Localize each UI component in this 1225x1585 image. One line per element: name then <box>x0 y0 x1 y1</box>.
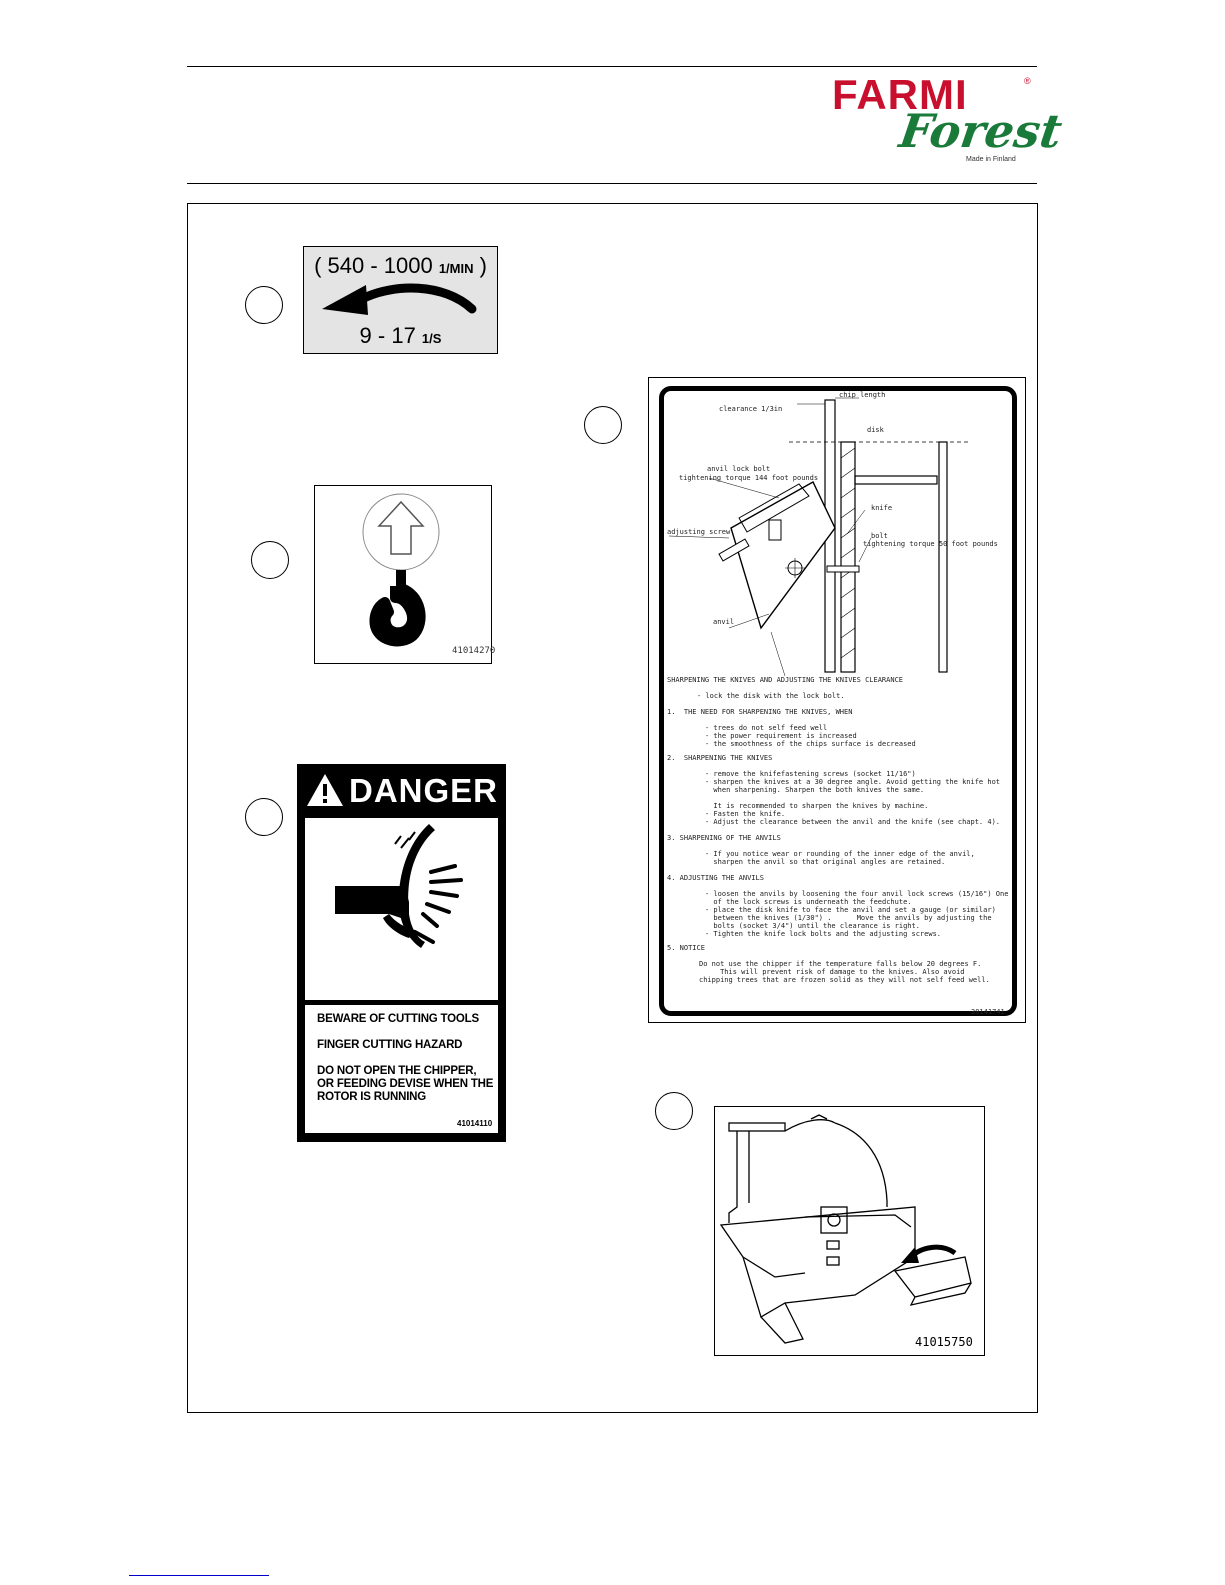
danger-line-3b: OR FEEDING DEVISE WHEN THE <box>317 1078 494 1090</box>
instruction-s2-b: - sharpen the knives at a 30 degree angle. Avoid getting the knife hot <box>705 778 1001 786</box>
instruction-heading: SHARPENING THE KNIVES AND ADJUSTING THE KNIVES CLEARANCE <box>667 676 904 684</box>
instruction-s2-a: - remove the knifefastening screws (socket 11/16") <box>705 770 916 778</box>
position-circle-2 <box>251 541 289 579</box>
header-bottom-rule <box>187 183 1037 184</box>
danger-line-1: BEWARE OF CUTTING TOOLS <box>317 1013 479 1025</box>
danger-decal <box>297 764 506 1142</box>
danger-title: DANGER <box>349 772 499 809</box>
instruction-s4-b: of the lock screws is underneath the feedchute. <box>705 898 912 906</box>
danger-pictogram <box>305 818 498 1000</box>
knife-sharpening-instruction-decal <box>648 377 1026 1023</box>
label-anvil-torque: tightening torque 144 foot pounds <box>679 474 819 482</box>
label-knife: knife <box>871 504 893 512</box>
position-circle-4 <box>584 406 622 444</box>
instruction-s5-a: Do not use the chipper if the temperature falls below 20 degrees F. <box>699 960 982 968</box>
position-circle-5 <box>655 1092 693 1130</box>
label-anvil-lock-bolt: anvil lock bolt <box>707 465 771 473</box>
lifting-point-decal <box>314 485 496 664</box>
instruction-lock: - lock the disk with the lock bolt. <box>697 692 845 700</box>
danger-line-3a: DO NOT OPEN THE CHIPPER, <box>317 1065 477 1077</box>
position-circle-1 <box>245 286 283 324</box>
instruction-s1-b: - the power requirement is increased <box>705 732 857 740</box>
rpm-text: ( 540 - 1000 1/MIN ) <box>314 253 487 278</box>
decal-2-code: 41014270 <box>452 646 496 656</box>
footer-link-underline[interactable] <box>129 1575 269 1576</box>
label-disk: disk <box>867 426 884 434</box>
label-bolt-torque: tightening torque 50 foot pounds <box>863 540 998 548</box>
logo-brand: FARMI <box>832 71 968 118</box>
instruction-s5-b: This will prevent risk of damage to the knives. Also avoid <box>699 968 965 976</box>
decal-5-code: 41015750 <box>915 1335 973 1349</box>
instruction-s4-c: - place the disk knife to face the anvil and set a gauge (or similar) <box>705 906 996 914</box>
logo-tagline: Made in Finland <box>966 156 1016 163</box>
instruction-s3-b: sharpen the anvil so that original angles are retained. <box>705 858 946 866</box>
logo-sub: Forest <box>896 104 1066 158</box>
instruction-s1-title: 1. THE NEED FOR SHARPENING THE KNIVES, WHEN <box>667 708 853 716</box>
instruction-s4-d: between the knives (1/30") . Move the anvils by adjusting the <box>705 914 992 922</box>
warning-triangle-icon <box>305 772 345 808</box>
label-clearance: clearance 1/3in <box>719 405 783 413</box>
danger-line-3c: ROTOR IS RUNNING <box>317 1091 427 1103</box>
label-anvil: anvil <box>713 618 735 626</box>
danger-text-panel <box>305 1005 498 1133</box>
instruction-s2-f: - Adjust the clearance between the anvil and the knife (see chapt. 4). <box>705 818 1001 826</box>
header-top-rule <box>187 66 1037 67</box>
instruction-s1-a: - trees do not self feed well <box>705 724 828 732</box>
instruction-s2-d: It is recommended to sharpen the knives by machine. <box>705 802 929 810</box>
instruction-s5-c: chipping trees that are frozen solid as they will not self feed well. <box>699 976 990 984</box>
instruction-s2-c: when sharpening. Sharpen the both knives the same. <box>705 786 925 794</box>
label-chip-length: chip length <box>839 391 886 399</box>
position-circle-3 <box>245 798 283 836</box>
instruction-s1-c: - the smoothness of the chips surface is decreased <box>705 740 916 748</box>
danger-code: 41014110 <box>457 1119 493 1128</box>
danger-line-2: FINGER CUTTING HAZARD <box>317 1039 463 1051</box>
label-bolt: bolt <box>871 532 888 540</box>
instruction-s5-title: 5. NOTICE <box>667 944 705 952</box>
instruction-s4-title: 4. ADJUSTING THE ANVILS <box>667 874 764 882</box>
label-adjusting-screw: adjusting screw <box>667 528 731 536</box>
logo-registered: ® <box>1024 76 1031 86</box>
rotation-speed-decal <box>303 246 498 354</box>
feedchute-decal <box>714 1106 985 1356</box>
instruction-s2-title: 2. SHARPENING THE KNIVES <box>667 754 773 762</box>
instruction-s4-a: - loosen the anvils by loosening the four anvil lock screws (15/16") One <box>705 890 1009 898</box>
instruction-s4-f: - Tighten the knife lock bolts and the adjusting screws. <box>705 930 942 938</box>
hz-text: 9 - 17 1/S <box>359 323 442 348</box>
instruction-s3-a: - If you notice wear or rounding of the inner edge of the anvil, <box>705 850 975 858</box>
instruction-s2-e: - Fasten the knife. <box>705 810 786 818</box>
instruction-s4-e: bolts (socket 3/4") until the clearance is right. <box>705 922 920 930</box>
instruction-code: 30141741 <box>971 1008 1005 1016</box>
instruction-s3-title: 3. SHARPENING OF THE ANVILS <box>667 834 781 842</box>
chipper-housing-drawing <box>715 1107 984 1355</box>
lifting-hook-icon <box>315 486 491 663</box>
cutting-hand-icon <box>305 818 498 1000</box>
